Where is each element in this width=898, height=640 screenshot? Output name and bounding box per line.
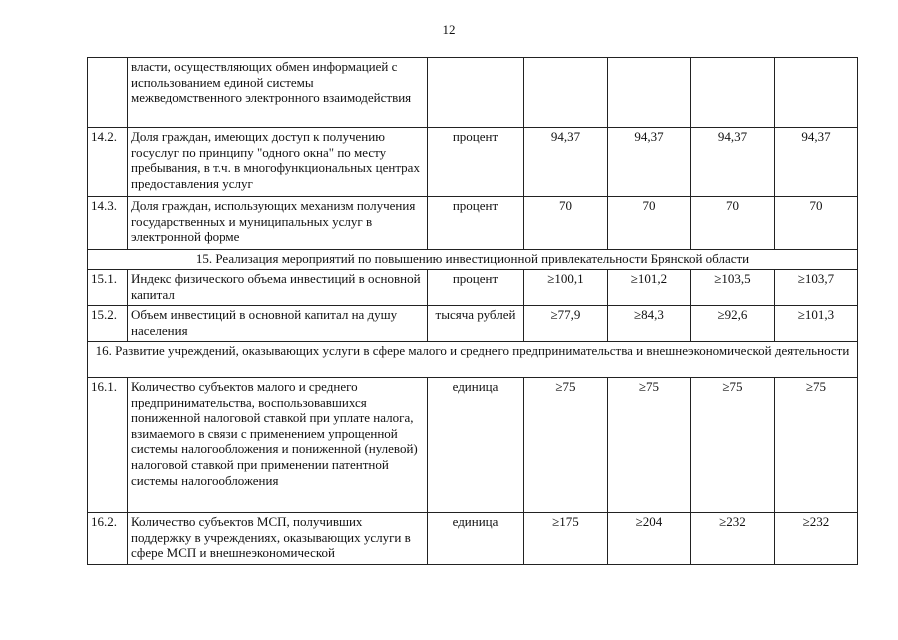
row-number: 16.1.: [88, 378, 128, 513]
value-cell: ≥75: [524, 378, 608, 513]
value-cell: ≥204: [608, 513, 691, 565]
table-row: [88, 128, 858, 197]
section-title: 16. Развитие учреждений, оказывающих услуги в сфере малого и среднего предпринимательства и внешнеэкономической деятельности: [88, 342, 858, 378]
value-cell: [691, 58, 775, 128]
indicator-description: Количество субъектов малого и среднего предпринимательства, воспользовавшихся пониженной налоговой ставкой при уплате налога, взимаемого в связи с применением упрощенной системы налогообложения и пониженной (нулевой) налоговой ставкой при применении патентной системы налогообложения: [128, 378, 428, 513]
value-cell: 70: [691, 197, 775, 250]
unit-cell: единица: [428, 513, 524, 565]
indicator-description: Доля граждан, использующих механизм получения государственных и муниципальных услуг в электронной форме: [128, 197, 428, 250]
row-number: [88, 58, 128, 128]
value-cell: 94,37: [524, 128, 608, 197]
table-row: [88, 378, 858, 513]
indicator-description: власти, осуществляющих обмен информацией с использованием единой системы межведомственного электронного взаимодействия: [128, 58, 428, 128]
value-cell: ≥101,3: [775, 306, 858, 342]
value-cell: ≥232: [775, 513, 858, 565]
value-cell: 70: [524, 197, 608, 250]
row-number: 15.2.: [88, 306, 128, 342]
unit-cell: процент: [428, 128, 524, 197]
value-cell: ≥232: [691, 513, 775, 565]
value-cell: ≥75: [691, 378, 775, 513]
section-row: [88, 342, 858, 378]
value-cell: ≥75: [608, 378, 691, 513]
page-number: 12: [442, 22, 456, 37]
indicator-description: Количество субъектов МСП, получивших поддержку в учреждениях, оказывающих услуги в сфере МСП и внешнеэкономической: [128, 513, 428, 565]
section-row: [88, 250, 858, 270]
table-row: [88, 306, 858, 342]
value-cell: ≥101,2: [608, 270, 691, 306]
value-cell: [524, 58, 608, 128]
value-cell: ≥175: [524, 513, 608, 565]
row-number: 14.3.: [88, 197, 128, 250]
value-cell: ≥77,9: [524, 306, 608, 342]
row-number: 14.2.: [88, 128, 128, 197]
value-cell: ≥75: [775, 378, 858, 513]
value-cell: ≥103,7: [775, 270, 858, 306]
value-cell: ≥92,6: [691, 306, 775, 342]
value-cell: ≥100,1: [524, 270, 608, 306]
section-title: 15. Реализация мероприятий по повышению инвестиционной привлекательности Брянской области: [88, 250, 858, 270]
value-cell: [775, 58, 858, 128]
unit-cell: процент: [428, 197, 524, 250]
indicator-description: Индекс физического объема инвестиций в основной капитал: [128, 270, 428, 306]
value-cell: 94,37: [691, 128, 775, 197]
indicator-description: Доля граждан, имеющих доступ к получению госуслуг по принципу "одного окна" по месту пребывания, в т.ч. в многофункциональных центрах предоставления услуг: [128, 128, 428, 197]
row-number: 16.2.: [88, 513, 128, 565]
row-number: 15.1.: [88, 270, 128, 306]
table-row: [88, 58, 858, 128]
value-cell: 70: [608, 197, 691, 250]
value-cell: 70: [775, 197, 858, 250]
unit-cell: единица: [428, 378, 524, 513]
value-cell: 94,37: [608, 128, 691, 197]
indicator-description: Объем инвестиций в основной капитал на душу населения: [128, 306, 428, 342]
value-cell: 94,37: [775, 128, 858, 197]
value-cell: ≥84,3: [608, 306, 691, 342]
table-row: [88, 513, 858, 565]
unit-cell: процент: [428, 270, 524, 306]
table-row: [88, 197, 858, 250]
unit-cell: тысяча рублей: [428, 306, 524, 342]
table-row: [88, 270, 858, 306]
unit-cell: [428, 58, 524, 128]
indicators-table: [87, 57, 858, 565]
value-cell: [608, 58, 691, 128]
value-cell: ≥103,5: [691, 270, 775, 306]
